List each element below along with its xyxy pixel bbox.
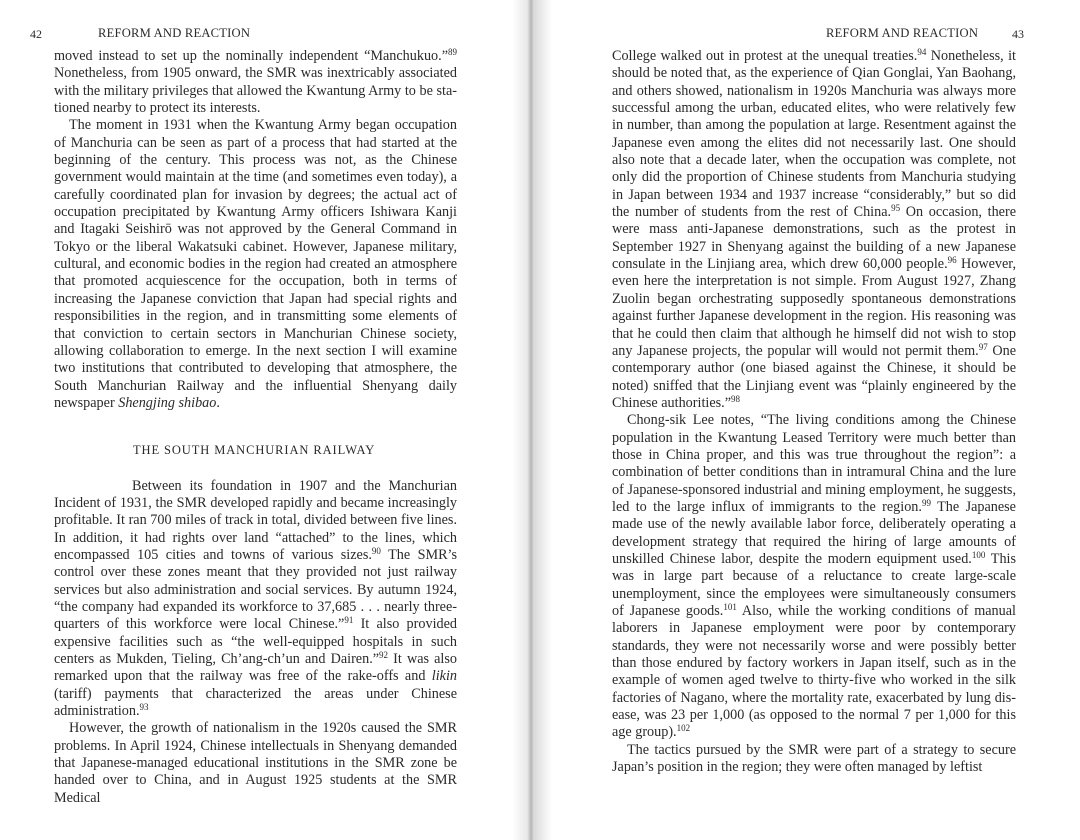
text-block [612, 48, 1016, 776]
footnote-marker: 90 [371, 545, 381, 556]
page-number: 43 [1012, 27, 1024, 41]
footnote-marker: 94 [917, 47, 927, 57]
page-number: 42 [30, 27, 42, 41]
footnote-marker: 98 [731, 393, 740, 404]
paragraph-group [612, 48, 1016, 776]
footnote-marker: 101 [723, 602, 737, 612]
body-paragraph: moved instead to set up the nominally independent “Manchukuo.”$^{89}$ Nonetheless, from 1905 onward, the SMR was inextricably associated with the military privileges that allowed the Kwantung Army to be stationed nearby to protect its interests. [54, 47, 457, 117]
running-head: REFORM AND REACTION [98, 26, 251, 40]
body-paragraph: College walked out in protest at the unequal treaties.$^{94}$ Nonetheless, it should be noted that, as the experience of Qian Gonglai, Yan Baohang, and others showed, nationalism in 1920s Manchuria was always more successful among the urban, educated elites, who were relatively few in number, than among the population at large. Resentment against the Japanese even among the elites did not necessarily last. One should also note that a decade later, when the occupation was complete, not only did the proportion of Chinese students from Manchuria studying in Japan between 1934 and 1937 increase “considerably,” but so did the number of students from the rest of China.$^{95}$ On occasion, there were mass anti-Japanese demonstrations, such as the protest in September 1927 in Shenyang against the building of a new Japanese consulate in the Linjiang area, which drew 60,000 people.$^{96}$ However, even here the interpretation is not simple. From August 1927, Zhang Zuolin began orchestrating supposedly spontaneous demonstrations against further Japanese development in the region. His reasoning was that he could then claim that although he himself did not wish to stop any Japanese projects, the popular will would not permit them.$^{97}$ One contemporary author (one biased against the Chinese, it should be noted) sniffed that the Linjiang event was “plainly engineered by the Chinese authorities.”$^{98}$ [612, 47, 1016, 411]
footnote-marker: 91 [344, 615, 354, 626]
body-paragraph: Chong-sik Lee notes, “The living conditions among the Chinese population in the Kwantung Leased Territory were much better than those in China proper, and this was true throughout the region”: a combination of better conditions than in intramural China and the lure of Japanese-sponsored industrial and mining employment, he suggests, led to the large influx of immigrants to the region.$^{99}$ The Japanese made use of the newly available labor force, deliberately operating a development strategy that required the hiring of large amounts of unskilled Chinese labor, despite the modern equipment used.$^{100}$ This was in large part because of a reluctance to create large-scale unemployment, since the employees were simultaneously consumers of Japanese goods.$^{101}$ Also, while the working conditions of manual laborers in Japanese employment were poor by contemporary standards, they were not necessarily worse and were possibly better than those endured by factory workers in Japan itself, such as in the example of women aged twelve to thirty-five who worked in the silk factories of Nagano, where the mortality rate, exacerbated by lung disease, was 23 per 1,000 (as opposed to the normal 7 per 1,000 for this age group).$^{102}$ [612, 412, 1016, 741]
footnote-marker: 102 [676, 723, 691, 734]
footnote-marker: 96 [947, 255, 957, 266]
italic-term: likin [431, 668, 457, 685]
footnote-marker: 97 [978, 341, 988, 352]
body-paragraph: The moment in 1931 when the Kwantung Army began occupation of Manchuria can be seen as part of a process that had started at the beginning of the century. This process was not, as the Chinese government would maintain at the time (and sometimes even today), a carefully coordinated plan for invasion by degrees; the actual act of occupation precipitated by Kwantung Army officers Ishiwara Kanji and Itagaki Seishirō was not approved by the General Command in Tokyo or the liberal Wakatsuki cabinet. However, Japanese military, cultural, and economic bodies in the region had created an atmosphere that promoted acquiescence for the occupation, both in terms of increasing the Japanese conviction that Japan had special rights and responsibilities in the region, and in transmitting some elements of that conviction to certain sectors in Manchurian Chinese society, allowing collaboration to emerge. In the next section I will examine two institutions that contributed to developing that atmosphere, the South Manchurian Railway and the influential Shenyang daily newspaper Shengjing shibao. [54, 117, 457, 411]
footnote-marker: 99 [921, 497, 931, 508]
footnote-marker: 92 [379, 650, 389, 660]
footnote-marker: 100 [971, 549, 986, 560]
left-page [0, 0, 528, 840]
body-paragraph: The tactics pursued by the SMR were part of a strategy to secure Japan’s position in the region; they were often managed by leftist [612, 741, 1016, 776]
running-head: REFORM AND REACTION [826, 26, 979, 40]
body-paragraph: Between its foundation in 1907 and the Manchurian Incident of 1931, the SMR developed rapidly and became increasingly profitable. It ran 700 miles of track in total, divided between five lines. In addition, it had rights over land “attached” to the lines, which encompassed 105 cities and towns of various sizes.$^{90}$ The SMR’s control over these zones meant that they provided not just railway services but also administration and social services. By autumn 1924, “the company had expanded its workforce to 37,685 . . . nearly three-quarters of this workforce were local Chinese.”$^{91}$ It also provided expensive facilities such as “the well-equipped hospitals in such centers as Mukden, Tieling, Ch’ang-ch’un and Dairen.”$^{92}$ It was also remarked upon that the railway was free of the rake-offs and likin (tariff) payments that characterized the areas under Chinese administration.$^{93}$ [54, 477, 457, 720]
paragraph-group [54, 478, 457, 808]
footnote-marker: 93 [139, 702, 149, 713]
body-paragraph: However, the growth of nationalism in the 1920s caused the SMR problems. In April 1924, Chinese intellectuals in Shenyang demanded that Japanese-managed educational institutions in the SMR zone be handed over to China, and in August 1925 students at the SMR Medical [54, 720, 457, 806]
footnote-marker: 89 [448, 47, 457, 57]
paragraph-group [54, 48, 457, 412]
footnote-marker: 95 [891, 203, 901, 214]
right-page [532, 0, 1080, 840]
section-heading: THE SOUTH MANCHURIAN RAILWAY [133, 443, 376, 458]
text-block [54, 48, 457, 807]
italic-term: Shengjing shibao [118, 394, 217, 411]
